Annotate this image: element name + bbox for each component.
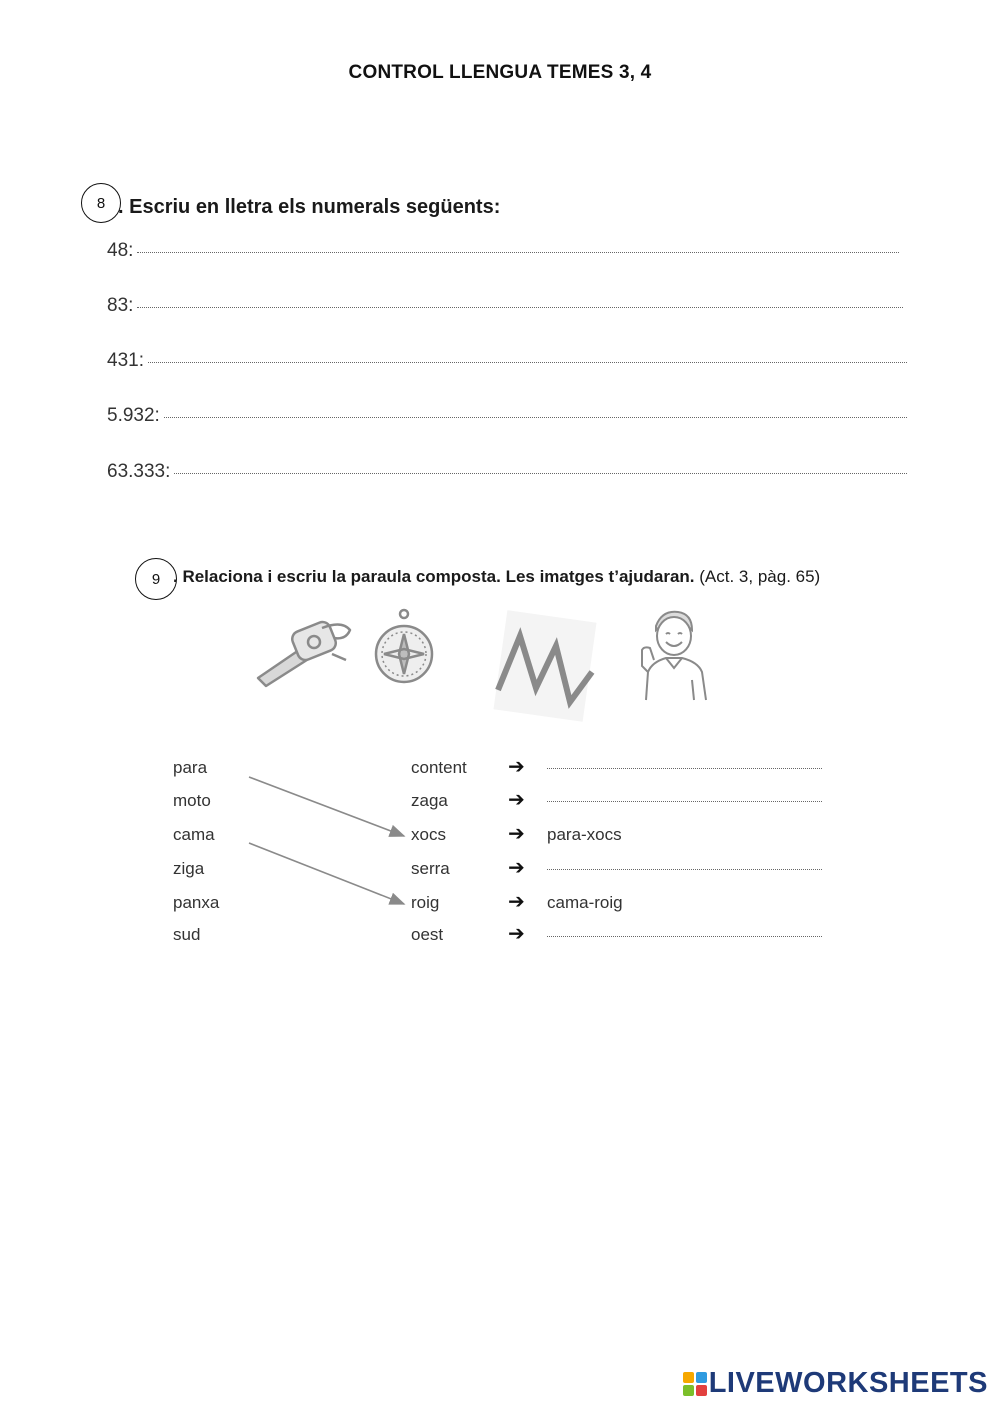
arrow-right-icon: ➔ — [508, 789, 525, 811]
right-word[interactable]: zaga — [411, 791, 448, 810]
question-8-heading-text: . Escriu en lletra els numerals següents: — [118, 196, 501, 218]
question-9-heading-text: . Relaciona i escriu la paraula composta. Les imatges t’ajudaran. — [173, 567, 695, 586]
liveworksheets-brand — [683, 1367, 988, 1400]
answer-line[interactable] — [547, 869, 822, 870]
left-word[interactable]: ziga — [173, 859, 205, 878]
numeral-label: 63.333: — [107, 461, 171, 482]
arrow-right-icon: ➔ — [508, 823, 525, 845]
numeral-label: 5.932: — [107, 405, 160, 426]
arrow-right-icon: ➔ — [508, 857, 525, 879]
answer-line[interactable] — [547, 936, 822, 937]
arrow-right-icon: ➔ — [508, 756, 525, 778]
left-word[interactable]: cama — [173, 825, 215, 844]
arrow-right-icon: ➔ — [508, 923, 525, 945]
left-word[interactable]: panxa — [173, 893, 220, 912]
answer-text[interactable]: cama-roig — [547, 893, 623, 912]
question-8-number: 8 — [81, 183, 121, 223]
right-word[interactable]: content — [411, 758, 467, 777]
right-word[interactable]: serra — [411, 859, 450, 878]
liveworksheets-logo-icon — [683, 1372, 707, 1396]
brand-name: LIVEWORKSHEETS — [708, 1367, 988, 1399]
right-word[interactable]: roig — [411, 893, 440, 912]
right-word[interactable]: oest — [411, 925, 444, 944]
numeral-label: 83: — [107, 295, 134, 316]
left-word[interactable]: moto — [173, 791, 211, 810]
arrow-right-icon: ➔ — [508, 891, 525, 913]
answer-line[interactable] — [547, 801, 822, 802]
left-word[interactable]: para — [173, 758, 208, 777]
numeral-label: 48: — [107, 240, 134, 261]
question-9-reference: (Act. 3, pàg. 65) — [699, 567, 821, 586]
document-title: CONTROL LLENGUA TEMES 3, 4 — [348, 62, 652, 83]
answer-text[interactable]: para-xocs — [547, 825, 622, 844]
left-word[interactable]: sud — [173, 925, 201, 944]
right-word[interactable]: xocs — [411, 825, 446, 844]
match-line-cama-roig — [249, 843, 404, 904]
answer-line[interactable] — [547, 768, 822, 769]
match-line-para-xocs — [249, 777, 404, 836]
numeral-label: 431: — [107, 350, 144, 371]
question-9-number: 9 — [135, 558, 177, 600]
